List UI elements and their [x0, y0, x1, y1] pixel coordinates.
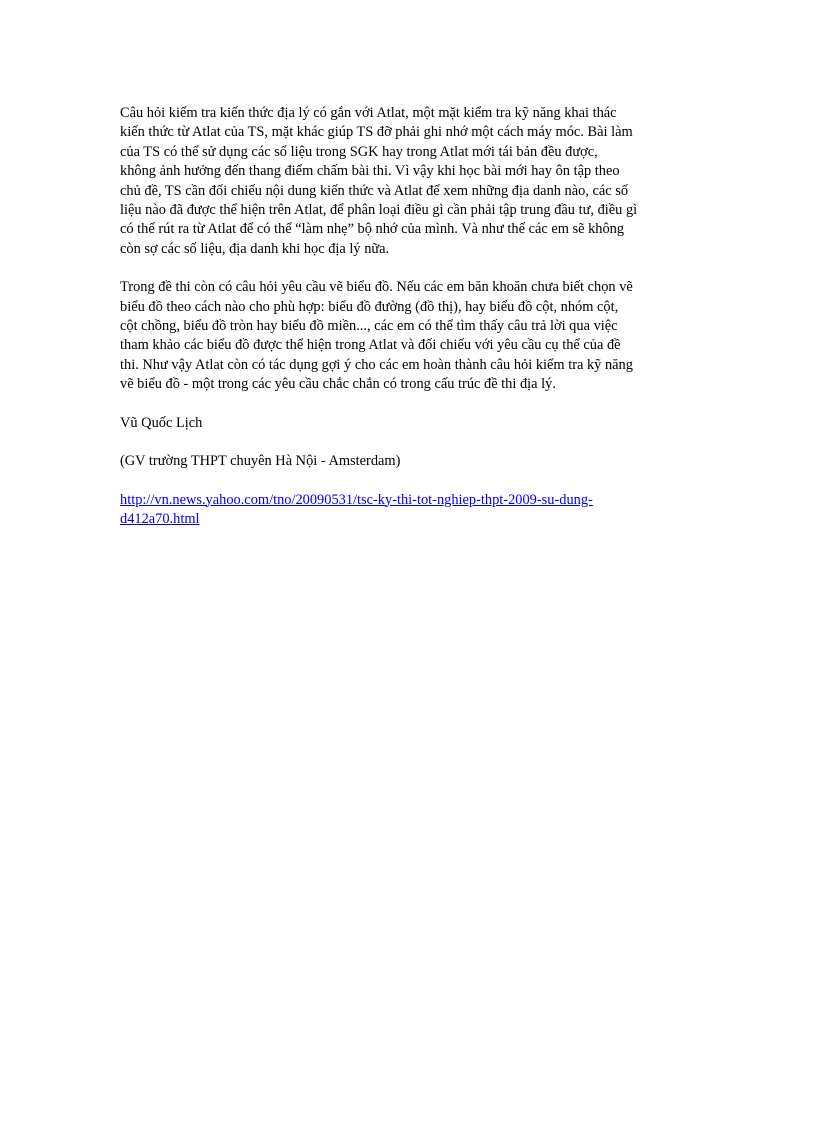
paragraph-atlat-knowledge	[120, 104, 695, 259]
paragraph-line: thi. Như vậy Atlat còn có tác dụng gợi ý cho các em hoàn thành câu hỏi kiểm tra kỹ năng	[120, 356, 633, 373]
paragraph-line: biểu đồ theo cách nào cho phù hợp: biểu đồ đường (đồ thị), hay biểu đồ cột, nhóm cột,	[120, 298, 619, 315]
paragraph-line: của TS có thể sử dụng các số liệu trong SGK hay trong Atlat mới tái bản đều được,	[120, 143, 598, 160]
paragraph-line: chủ đề, TS cần đối chiếu nội dung kiến thức và Atlat để xem những địa danh nào, các số	[120, 182, 629, 199]
paragraph-line: còn sợ các số liệu, địa danh khi học địa lý nữa.	[120, 240, 390, 257]
paragraph-line: Trong đề thi còn có câu hỏi yêu cầu vẽ biểu đồ. Nếu các em băn khoăn chưa biết chọn vẽ	[120, 279, 633, 296]
source-link-line-1[interactable]: http://vn.news.yahoo.com/tno/20090531/tsc-ky-thi-tot-nghiep-thpt-2009-su-dung-	[120, 491, 593, 508]
paragraph-line: không ảnh hưởng đến thang điểm chấm bài thi. Vì vậy khi học bài mới hay ôn tập theo	[120, 163, 620, 180]
source-link-line-2[interactable]: d412a70.html	[120, 510, 200, 527]
source-link[interactable]	[120, 491, 695, 530]
author-affiliation: (GV trường THPT chuyên Hà Nội - Amsterdam)	[120, 453, 401, 470]
paragraph-line: Câu hỏi kiểm tra kiến thức địa lý có gắn với Atlat, một mặt kiểm tra kỹ năng khai thác	[120, 105, 617, 121]
paragraph-line: kiến thức từ Atlat của TS, mặt khác giúp TS đỡ phải ghi nhớ một cách máy móc. Bài làm	[120, 124, 633, 141]
paragraph-line: liệu nào đã được thể hiện trên Atlat, để phân loại điều gì cần phải tập trung đầu tư, điều gì	[120, 202, 638, 219]
paragraph-line: vẽ biểu đồ - một trong các yêu cầu chắc chắn có trong cấu trúc đề thi địa lý.	[120, 376, 556, 393]
author-name: Vũ Quốc Lịch	[120, 414, 203, 431]
paragraph-line: cột chồng, biểu đồ tròn hay biểu đồ miền..., các em có thể tìm thấy câu trả lời qua việc	[120, 318, 618, 335]
paragraph-chart-drawing	[120, 278, 695, 394]
paragraph-line: có thể rút ra từ Atlat để có thể “làm nhẹ” bộ nhớ của mình. Và như thế các em sẽ không	[120, 221, 625, 238]
paragraph-line: tham khảo các biểu đồ được thể hiện trong Atlat và đối chiếu với yêu cầu cụ thể của đề	[120, 337, 621, 354]
document-page	[120, 104, 695, 529]
